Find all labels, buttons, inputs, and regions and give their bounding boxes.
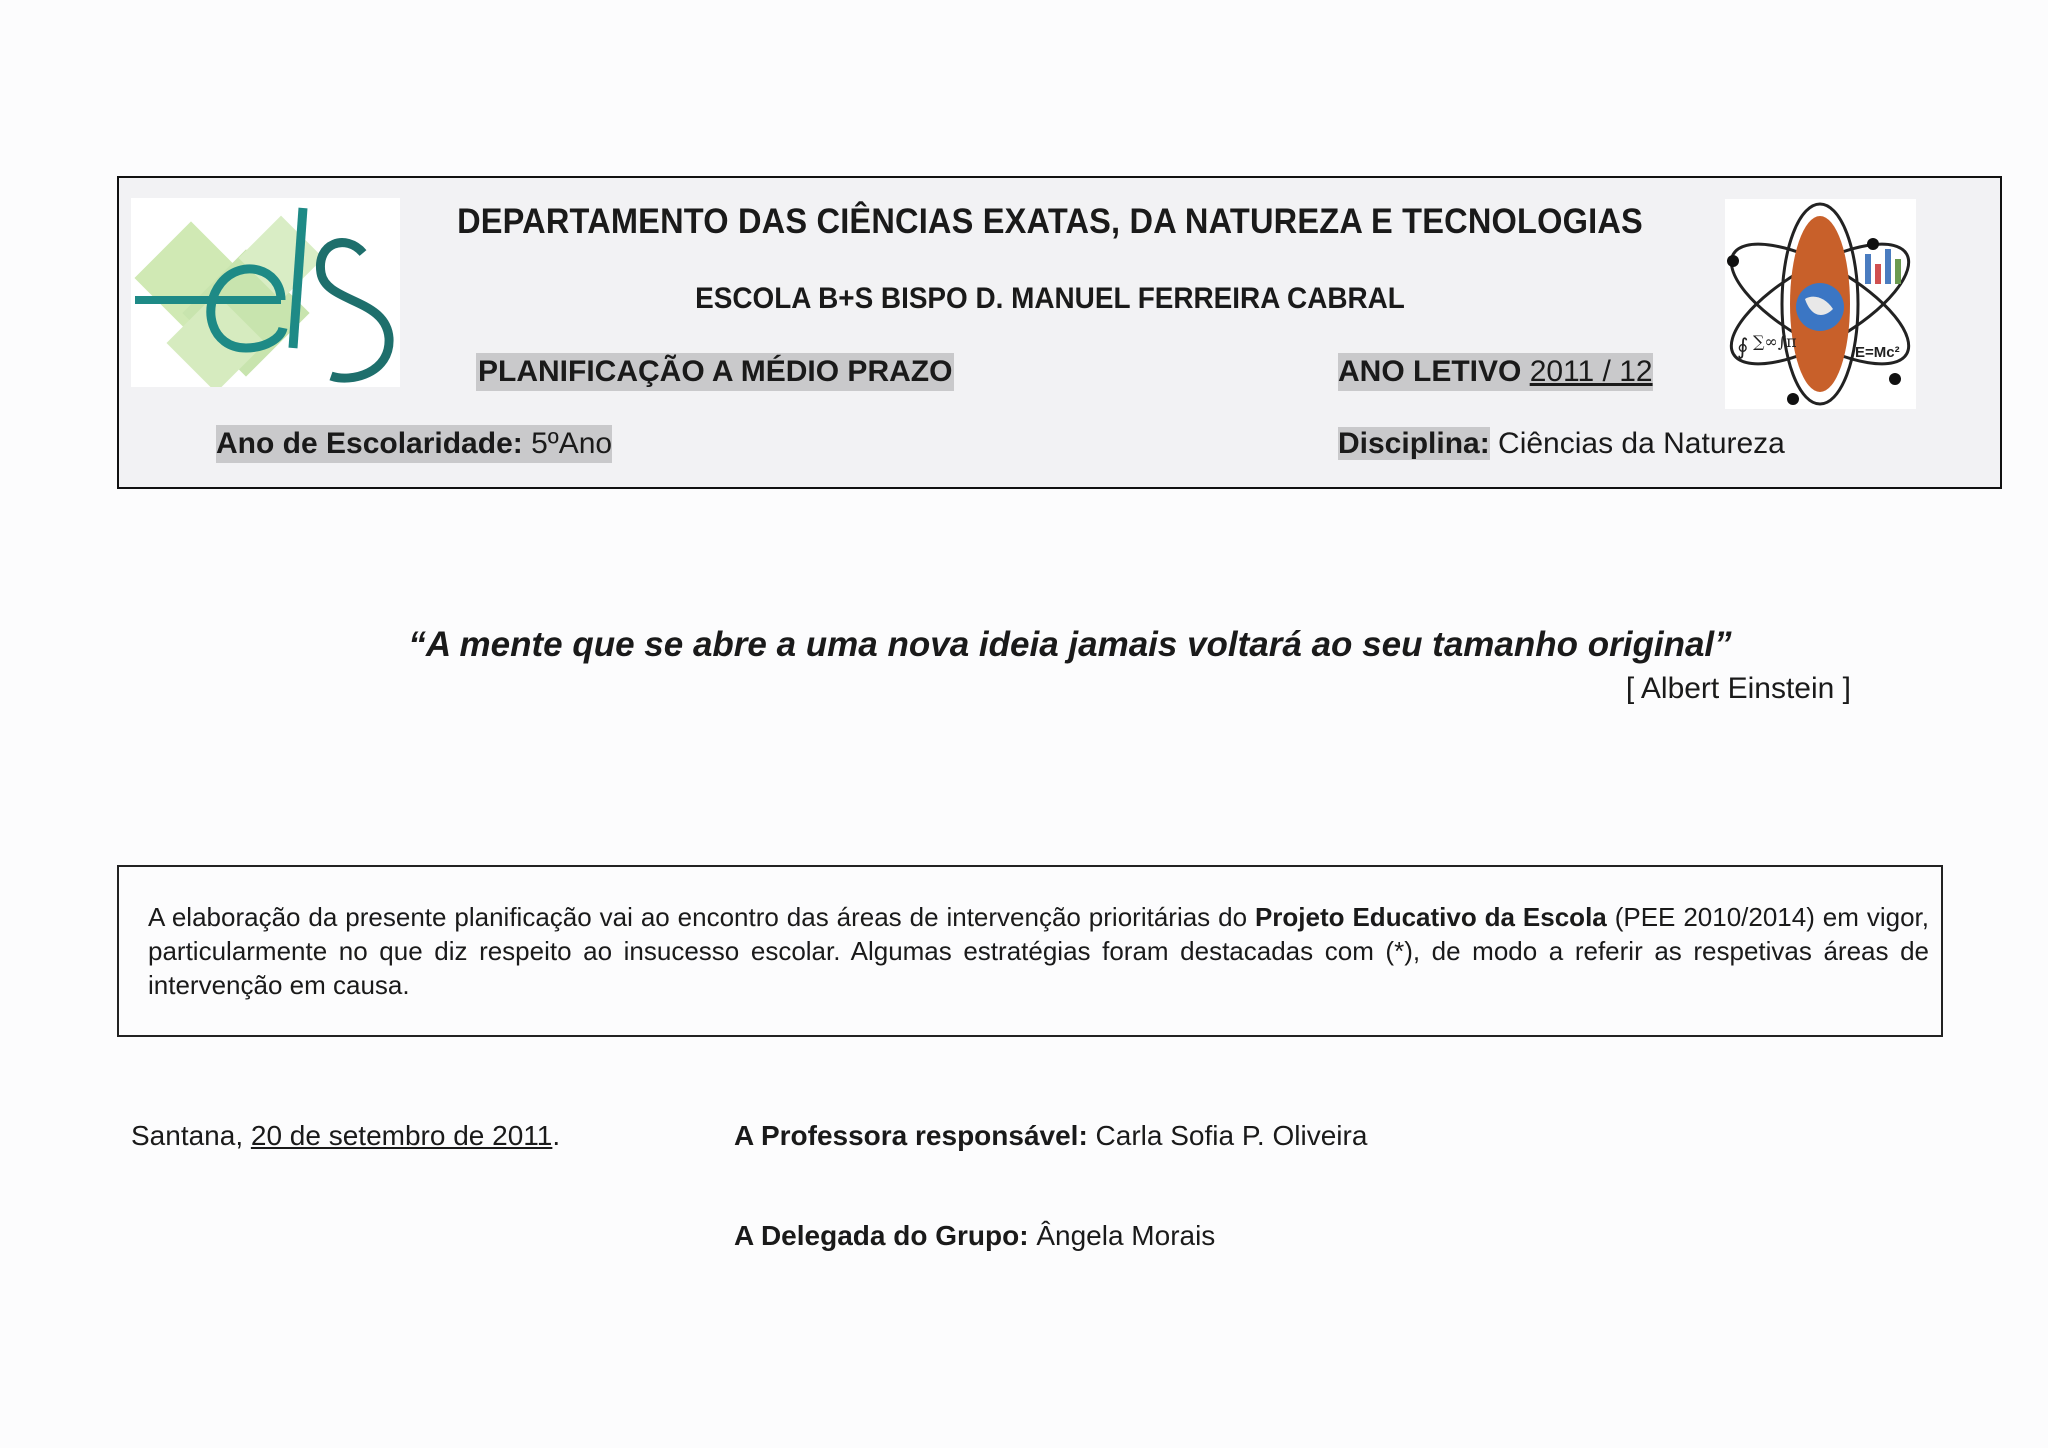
department-title: DEPARTAMENTO DAS CIÊNCIAS EXATAS, DA NATUREZA E TECNOLOGIAS <box>457 202 1643 241</box>
formula-label: E=Mc² <box>1855 344 1900 361</box>
delegate-row <box>734 1220 1215 1252</box>
svg-text:∮: ∮ <box>1737 335 1749 360</box>
school-year-value: 2011 / 12 <box>1529 355 1653 388</box>
science-logo <box>1725 199 1916 409</box>
subject-value: Ciências da Natureza <box>1498 427 1785 460</box>
grade-row <box>216 425 612 463</box>
date: 20 de setembro de 2011 <box>250 1120 553 1151</box>
grade-value: 5ºAno <box>531 427 613 460</box>
note-bold: Projeto Educativo da Escola <box>1254 902 1607 932</box>
note-part2: (PEE 2010/2014) em vigor, particularmente no que diz respeito ao insucesso escolar. Algumas estratégias foram destacadas com (*), de modo a referir as respetivas áreas de intervenção em causa. <box>148 902 1930 1000</box>
quote-text: “A mente que se abre a uma nova ideia jamais voltará ao seu tamanho original” <box>408 625 1732 664</box>
place-date <box>131 1120 560 1152</box>
place: Santana, <box>131 1120 251 1151</box>
delegate-name: Ângela Morais <box>1028 1220 1216 1251</box>
teacher-name: Carla Sofia P. Oliveira <box>1087 1120 1368 1151</box>
grade-label: Ano de Escolaridade: <box>216 427 523 460</box>
subject-row <box>1338 425 1785 463</box>
school-year-label: ANO LETIVO <box>1338 355 1522 388</box>
school-name: ESCOLA B+S BISPO D. MANUEL FERREIRA CABRAL <box>695 282 1405 315</box>
teacher-label: A Professora responsável: <box>734 1120 1088 1151</box>
school-year <box>1338 353 1653 391</box>
teacher-row <box>734 1120 1367 1152</box>
svg-text:∑∞∫π: ∑∞∫π <box>1753 332 1797 351</box>
school-logo <box>131 198 400 387</box>
date-end: . <box>552 1120 561 1151</box>
subject-label: Disciplina: <box>1338 427 1490 460</box>
note-paragraph <box>148 900 1929 1002</box>
plan-label: PLANIFICAÇÃO A MÉDIO PRAZO <box>476 353 954 391</box>
note-part1: A elaboração da presente planificação vai ao encontro das áreas de intervenção prioritárias do <box>148 902 1255 932</box>
quote-author: [ Albert Einstein ] <box>1625 672 1851 705</box>
delegate-label: A Delegada do Grupo: <box>734 1220 1029 1251</box>
